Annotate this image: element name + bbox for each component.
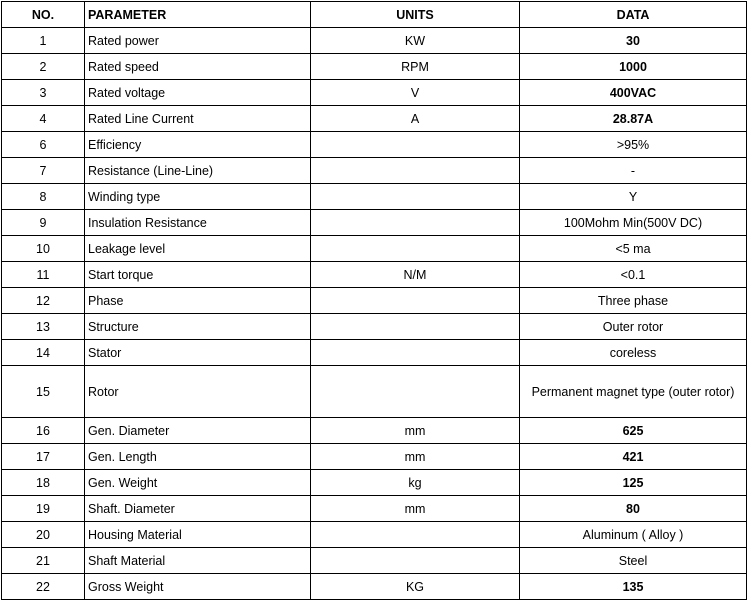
row-units-cell [311, 522, 520, 548]
row-no-cell: 12 [2, 288, 85, 314]
row-data-cell: >95% [520, 132, 747, 158]
row-data-cell: 30 [520, 28, 747, 54]
table-row [2, 366, 747, 418]
row-parameter-cell: Winding type [85, 184, 311, 210]
row-no-cell: 13 [2, 314, 85, 340]
row-data-cell: <0.1 [520, 262, 747, 288]
row-data-cell: 625 [520, 418, 747, 444]
row-parameter-cell: Stator [85, 340, 311, 366]
row-units-cell [311, 340, 520, 366]
row-parameter-cell: Rated speed [85, 54, 311, 80]
row-no-cell: 11 [2, 262, 85, 288]
row-no-cell: 9 [2, 210, 85, 236]
row-units-cell: kg [311, 470, 520, 496]
table-row [2, 444, 747, 470]
header-row [2, 2, 747, 28]
row-data-cell: 28.87A [520, 106, 747, 132]
row-no-cell: 2 [2, 54, 85, 80]
row-no-cell: 17 [2, 444, 85, 470]
row-data-cell: Three phase [520, 288, 747, 314]
row-units-cell [311, 184, 520, 210]
row-units-cell [311, 236, 520, 262]
row-no-cell: 8 [2, 184, 85, 210]
row-no-cell: 21 [2, 548, 85, 574]
row-data-cell: Permanent magnet type (outer rotor) [520, 366, 747, 418]
row-parameter-cell: Gen. Weight [85, 470, 311, 496]
row-no-cell: 1 [2, 28, 85, 54]
row-parameter-cell: Efficiency [85, 132, 311, 158]
row-no-cell: 6 [2, 132, 85, 158]
row-parameter-cell: Leakage level [85, 236, 311, 262]
table-row [2, 132, 747, 158]
row-units-cell [311, 366, 520, 418]
row-units-cell: N/M [311, 262, 520, 288]
row-no-cell: 7 [2, 158, 85, 184]
header-units: UNITS [311, 2, 520, 28]
row-no-cell: 10 [2, 236, 85, 262]
row-data-cell: 100Mohm Min(500V DC) [520, 210, 747, 236]
table-row [2, 574, 747, 600]
row-no-cell: 15 [2, 366, 85, 418]
row-data-cell: 400VAC [520, 80, 747, 106]
row-units-cell: mm [311, 444, 520, 470]
table-row [2, 184, 747, 210]
table-row [2, 106, 747, 132]
row-data-cell: 1000 [520, 54, 747, 80]
row-parameter-cell: Rated voltage [85, 80, 311, 106]
row-units-cell: KG [311, 574, 520, 600]
table-row [2, 314, 747, 340]
row-parameter-cell: Resistance (Line-Line) [85, 158, 311, 184]
row-data-cell: 125 [520, 470, 747, 496]
row-parameter-cell: Gen. Length [85, 444, 311, 470]
row-parameter-cell: Start torque [85, 262, 311, 288]
row-data-cell: Outer rotor [520, 314, 747, 340]
row-parameter-cell: Structure [85, 314, 311, 340]
row-data-cell: 80 [520, 496, 747, 522]
row-parameter-cell: Phase [85, 288, 311, 314]
row-data-cell: Y [520, 184, 747, 210]
row-units-cell [311, 548, 520, 574]
row-units-cell [311, 314, 520, 340]
row-data-cell: <5 ma [520, 236, 747, 262]
row-data-cell: Aluminum ( Alloy ) [520, 522, 747, 548]
table-row [2, 340, 747, 366]
row-data-cell: Steel [520, 548, 747, 574]
row-units-cell: mm [311, 418, 520, 444]
row-units-cell [311, 132, 520, 158]
table-row [2, 158, 747, 184]
row-no-cell: 16 [2, 418, 85, 444]
row-data-cell: coreless [520, 340, 747, 366]
table-row [2, 418, 747, 444]
table-row [2, 496, 747, 522]
header-data: DATA [520, 2, 747, 28]
table-row [2, 548, 747, 574]
row-data-cell: - [520, 158, 747, 184]
row-parameter-cell: Rated power [85, 28, 311, 54]
table-row [2, 236, 747, 262]
row-units-cell [311, 210, 520, 236]
table-row [2, 210, 747, 236]
row-no-cell: 18 [2, 470, 85, 496]
row-units-cell [311, 158, 520, 184]
table-row [2, 522, 747, 548]
row-no-cell: 14 [2, 340, 85, 366]
table-row [2, 28, 747, 54]
row-parameter-cell: Shaft Material [85, 548, 311, 574]
row-units-cell: RPM [311, 54, 520, 80]
table-row [2, 262, 747, 288]
row-units-cell: KW [311, 28, 520, 54]
row-units-cell: mm [311, 496, 520, 522]
row-parameter-cell: Gen. Diameter [85, 418, 311, 444]
row-data-cell: 421 [520, 444, 747, 470]
header-parameter: PARAMETER [85, 2, 311, 28]
spec-table [1, 1, 747, 600]
row-no-cell: 22 [2, 574, 85, 600]
row-units-cell: V [311, 80, 520, 106]
row-parameter-cell: Insulation Resistance [85, 210, 311, 236]
row-no-cell: 19 [2, 496, 85, 522]
table-row [2, 288, 747, 314]
row-data-cell: 135 [520, 574, 747, 600]
table-row [2, 54, 747, 80]
table-row [2, 470, 747, 496]
row-no-cell: 4 [2, 106, 85, 132]
row-parameter-cell: Housing Material [85, 522, 311, 548]
row-units-cell [311, 288, 520, 314]
row-units-cell: A [311, 106, 520, 132]
row-no-cell: 20 [2, 522, 85, 548]
row-parameter-cell: Rotor [85, 366, 311, 418]
row-no-cell: 3 [2, 80, 85, 106]
row-parameter-cell: Gross Weight [85, 574, 311, 600]
row-parameter-cell: Rated Line Current [85, 106, 311, 132]
table-row [2, 80, 747, 106]
header-no: NO. [2, 2, 85, 28]
row-parameter-cell: Shaft. Diameter [85, 496, 311, 522]
